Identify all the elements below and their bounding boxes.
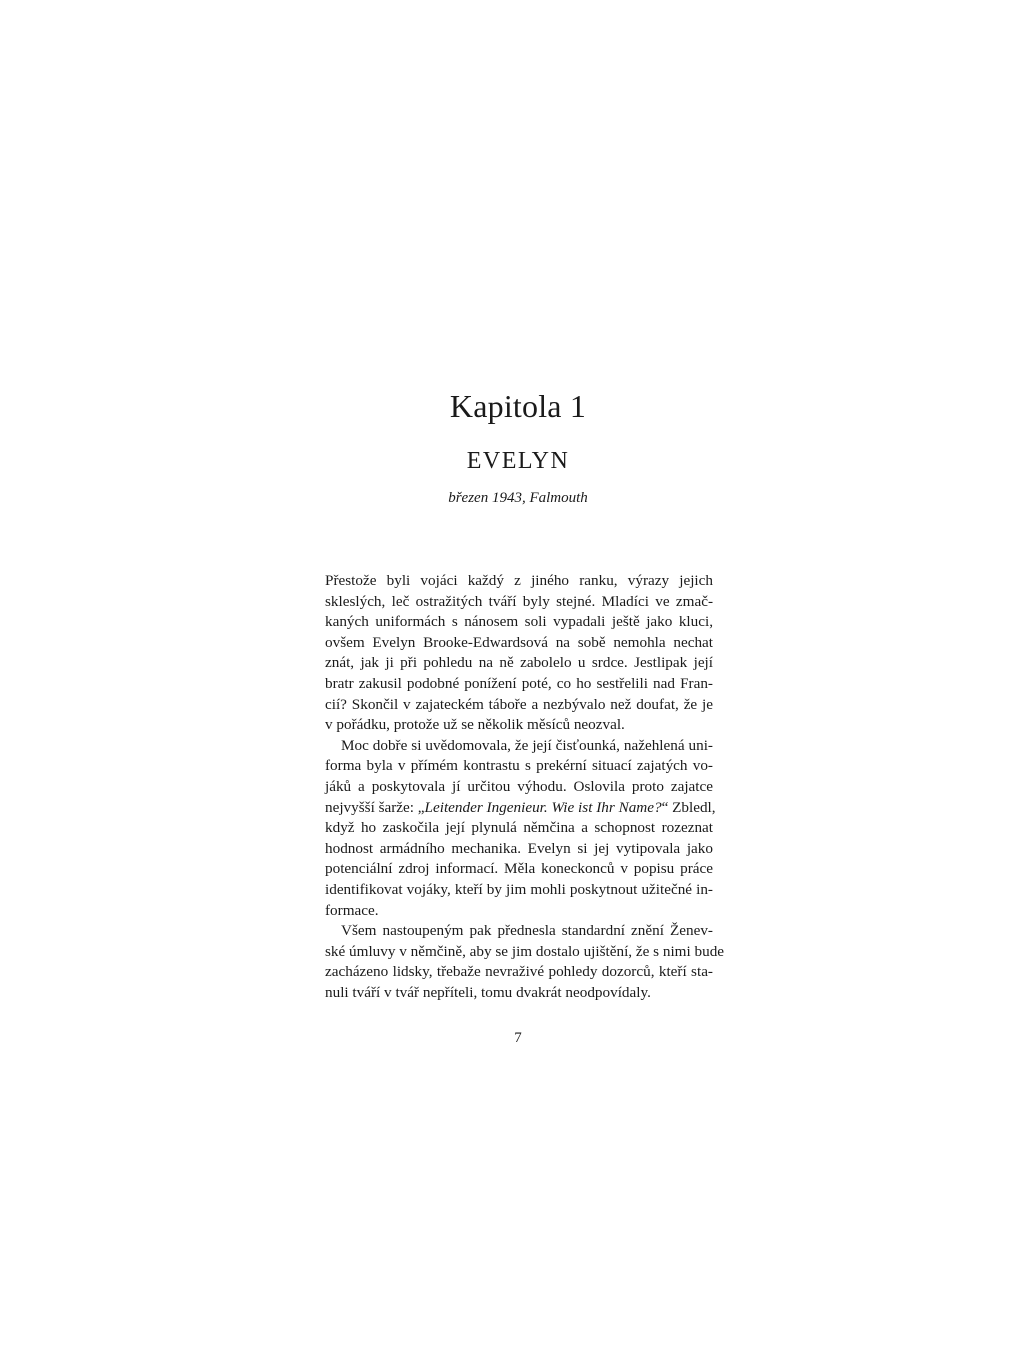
text-line: potenciální zdroj informací. Měla koneckonců v popisu práce bbox=[325, 860, 713, 878]
german-quote: Leitender Ingenieur. Wie ist Ihr Name? bbox=[424, 798, 662, 816]
text-line: cií? Skončil v zajateckém táboře a nezbývalo než doufat, že je bbox=[325, 695, 713, 713]
text-line: v pořádku, protože už se několik měsíců neozval. bbox=[325, 716, 625, 734]
text-line-content: Moc dobře si uvědomovala, že její čisťounká, nažehlená uni- bbox=[341, 736, 713, 754]
text-line: ské úmluvy v němčině, aby se jim dostalo ujištění, že s nimi bude bbox=[325, 942, 725, 960]
text-line: hodnost armádního mechanika. Evelyn si jej vytipovala jako bbox=[325, 839, 713, 857]
chapter-dateline: březen 1943, Falmouth bbox=[448, 490, 588, 506]
text-line: znát, jak ji při pohledu na ně zabolelo u srdce. Jestlipak její bbox=[325, 654, 713, 672]
text-line-lead: nejvyšší šarže: „ bbox=[325, 798, 425, 816]
text-line: kaných uniformách s nánosem soli vypadali ještě jako kluci, bbox=[325, 613, 713, 631]
page-number: 7 bbox=[514, 1030, 522, 1046]
text-line bbox=[325, 798, 716, 819]
text-line: identifikovat vojáky, kteří by jim mohli poskytnout užitečné in- bbox=[325, 880, 713, 898]
text-line bbox=[325, 921, 713, 942]
text-line bbox=[325, 736, 713, 757]
chapter-heading: Kapitola 1 bbox=[449, 388, 587, 424]
paragraph-3 bbox=[325, 921, 725, 1003]
text-line: skleslých, leč ostražitých tváří byly stejné. Mladíci ve zmač- bbox=[325, 592, 713, 610]
body-text bbox=[325, 571, 725, 1003]
chapter-name: EVELYN bbox=[466, 448, 570, 474]
text-line: bratr zakusil podobné ponížení poté, co ho sestřelili nad Fran- bbox=[325, 674, 713, 692]
paragraph-1 bbox=[325, 571, 713, 736]
text-line: nuli tváří v tvář nepříteli, tomu dvakrát neodpovídaly. bbox=[325, 983, 651, 1001]
text-line: formace. bbox=[325, 901, 379, 919]
text-line: jáků a poskytovala jí určitou výhodu. Oslovila proto zajatce bbox=[325, 777, 713, 795]
text-line-tail: “ Zbledl, bbox=[661, 798, 716, 816]
text-line: když ho zaskočila její plynulá němčina a schopnost rozeznat bbox=[325, 819, 713, 837]
text-line: ovšem Evelyn Brooke-Edwardsová na sobě nemohla nechat bbox=[325, 633, 713, 651]
text-line-content: Všem nastoupeným pak přednesla standardní znění Ženev- bbox=[341, 922, 713, 940]
text-line: Přestože byli vojáci každý z jiného ranku, výrazy jejich bbox=[325, 572, 713, 589]
paragraph-2 bbox=[325, 736, 716, 921]
text-line: zacházeno lidsky, třebaže nevraživé pohledy dozorců, kteří sta- bbox=[325, 963, 713, 981]
text-line: forma byla v přímém kontrastu s prekérní situací zajatých vo- bbox=[325, 757, 713, 775]
